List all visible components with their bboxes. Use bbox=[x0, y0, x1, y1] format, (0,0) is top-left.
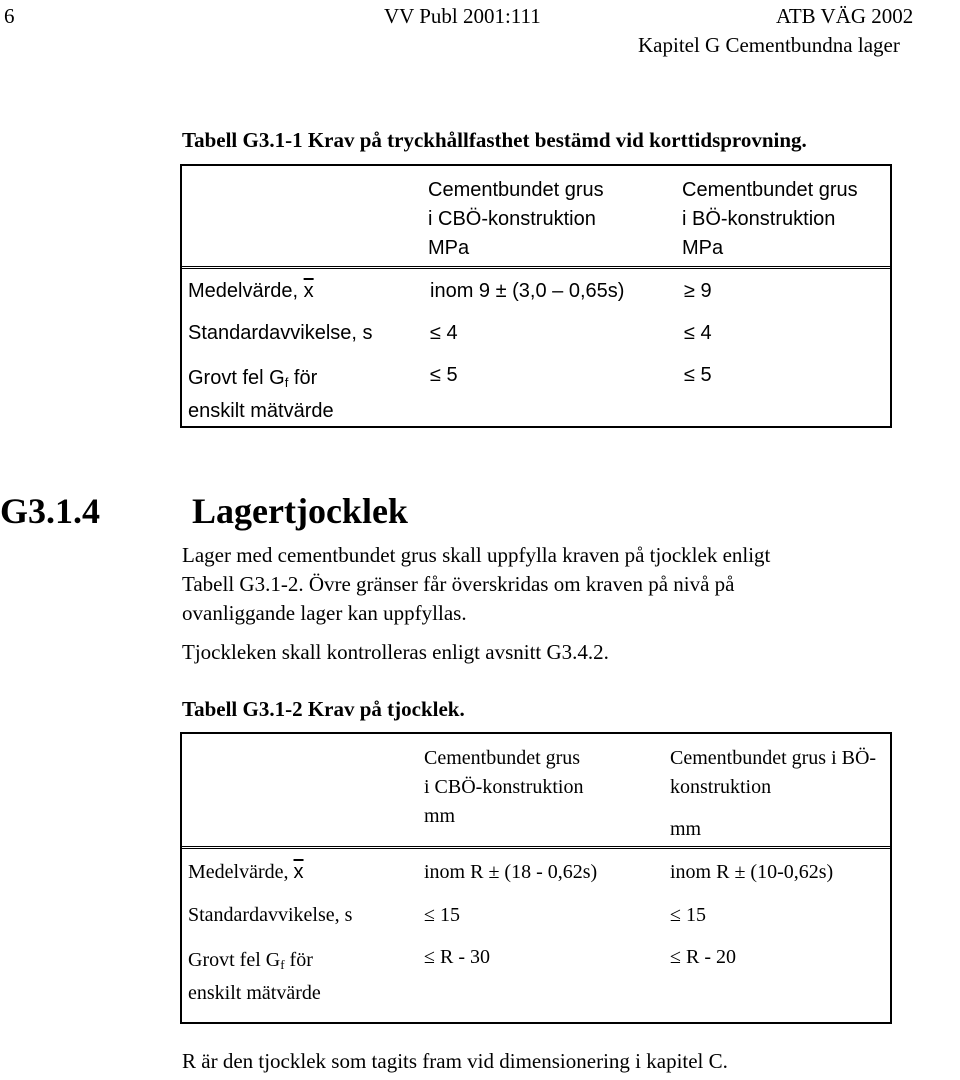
table2-row1-cbo: inom R ± (18 - 0,62s) bbox=[424, 861, 598, 883]
table1-row2-bo: ≤ 4 bbox=[684, 322, 712, 344]
table2-caption: Tabell G3.1-2 Krav på tjocklek. bbox=[182, 697, 465, 721]
section-number: G3.1.4 bbox=[0, 491, 101, 531]
chapter-title: Kapitel G Cementbundna lager bbox=[638, 33, 900, 57]
table1-col2-line1: Cementbundet grus bbox=[682, 179, 858, 201]
table2-row2-cbo: ≤ 15 bbox=[424, 904, 460, 926]
table2-row1-label: Medelvärde, $\overline{x}$ bbox=[188, 861, 304, 883]
table1-row1-bo: ≥ 9 bbox=[684, 280, 712, 302]
publication-id: VV Publ 2001:111 bbox=[384, 4, 541, 28]
table2-col1-header: Cementbundet grus i CBÖ-konstruktion mm bbox=[424, 747, 584, 827]
section-paragraph-1: Lager med cementbundet grus skall uppfylla kraven på tjocklek enligt Tabell G3.1-2. Övre gränser får överskridas om kraven på nivå på ovanliggande lager kan uppfyllas. bbox=[182, 543, 771, 625]
table2-row1-bo: inom R ± (10-0,62s) bbox=[670, 861, 834, 883]
table2-col2-header: Cementbundet grus i BÖ- konstruktion mm bbox=[670, 747, 877, 840]
table1-col1-line3: MPa bbox=[428, 237, 470, 259]
table1-row3-label: Grovt fel $G_f$ för enskilt mätvärde bbox=[188, 367, 334, 422]
table1-col2-header bbox=[682, 176, 858, 263]
table1-col2-line2: i BÖ-konstruktion bbox=[682, 208, 836, 230]
table1-col2-line3: MPa bbox=[682, 237, 724, 259]
table1-row2-cbo: ≤ 4 bbox=[430, 322, 458, 344]
table1-row1-cbo: inom 9 ± (3,0 – 0,65s) bbox=[430, 280, 625, 302]
table1-row3-bo: ≤ 5 bbox=[684, 364, 712, 386]
table2-row3-bo: ≤ R - 20 bbox=[670, 946, 736, 968]
table2-header-rule bbox=[180, 846, 892, 849]
table1-col1-line1: Cementbundet grus bbox=[428, 179, 604, 201]
table2-row2-bo: ≤ 15 bbox=[670, 904, 706, 926]
mean-symbol: $\overline{x}$ bbox=[293, 861, 304, 883]
series-title: ATB VÄG 2002 bbox=[776, 4, 914, 28]
table1-caption: Tabell G3.1-1 Krav på tryckhållfasthet bestämd vid korttidsprovning. bbox=[182, 128, 807, 152]
table1-header-rule bbox=[180, 266, 892, 269]
mean-symbol: $\overline{x}$ bbox=[303, 280, 314, 302]
footnote: R är den tjocklek som tagits fram vid dimensionering i kapitel C. bbox=[182, 1049, 728, 1073]
table2-row3-cbo: ≤ R - 30 bbox=[424, 946, 490, 968]
page-number: 6 bbox=[4, 4, 15, 28]
table1-row1-label: Medelvärde, $\overline{x}$ bbox=[188, 280, 314, 302]
table1-col1-header bbox=[428, 176, 604, 263]
section-paragraph-2: Tjockleken skall kontrolleras enligt avsnitt G3.4.2. bbox=[182, 640, 609, 664]
section-title: Lagertjocklek bbox=[192, 491, 408, 531]
table2-row3-label: Grovt fel $G_f$ för enskilt mätvärde bbox=[188, 949, 321, 1004]
table1-row2-label: Standardavvikelse, s bbox=[188, 322, 373, 344]
table2-row2-label: Standardavvikelse, s bbox=[188, 904, 353, 926]
table1-row3-cbo: ≤ 5 bbox=[430, 364, 458, 386]
table1-col1-line2: i CBÖ-konstruktion bbox=[428, 208, 596, 230]
